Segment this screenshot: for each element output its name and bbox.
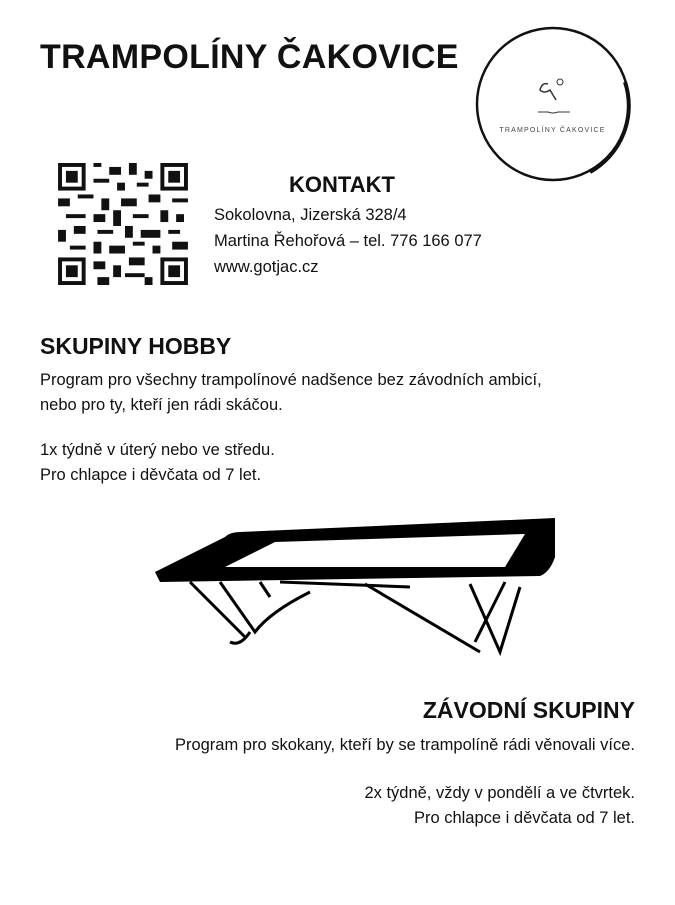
trampoline-illustration — [150, 512, 560, 662]
hobby-title: SKUPINY HOBBY — [40, 333, 232, 359]
competitive-schedule: 2x týdně, vždy v pondělí a ve čtvrtek. — [364, 784, 635, 802]
contact-address: Sokolovna, Jizerská 328/4 — [214, 206, 407, 224]
competitive-desc: Program pro skokany, kteří by se trampolíně rádi věnovali více. — [174, 736, 635, 754]
qr-code — [57, 163, 189, 285]
hobby-age: Pro chlapce i děvčata od 7 let. — [40, 466, 262, 484]
contact-website-link[interactable]: www.gotjac.cz — [214, 258, 319, 276]
competitive-age: Pro chlapce i děvčata od 7 let. — [413, 809, 635, 827]
contact-person-phone: Martina Řehořová – tel. 776 166 077 — [214, 232, 482, 250]
hobby-desc-line1: Program pro všechny trampolínové nadšence bez závodních ambicí, — [40, 371, 542, 389]
trampoline-icon — [150, 512, 560, 662]
contact-title: KONTAKT — [289, 172, 395, 197]
page-title: TRAMPOLÍNY ČAKOVICE — [40, 38, 459, 76]
logo-text: TRAMPOLÍNY ČAKOVICE — [499, 127, 606, 134]
competitive-title: ZÁVODNÍ SKUPINY — [422, 697, 635, 723]
hobby-desc-line2: nebo pro ty, kteří jen rádi skáčou. — [40, 396, 283, 414]
club-logo — [470, 22, 635, 187]
qr-code-icon — [57, 163, 189, 285]
circle-logo-icon — [470, 22, 635, 187]
hobby-schedule: 1x týdně v úterý nebo ve středu. — [40, 441, 275, 459]
